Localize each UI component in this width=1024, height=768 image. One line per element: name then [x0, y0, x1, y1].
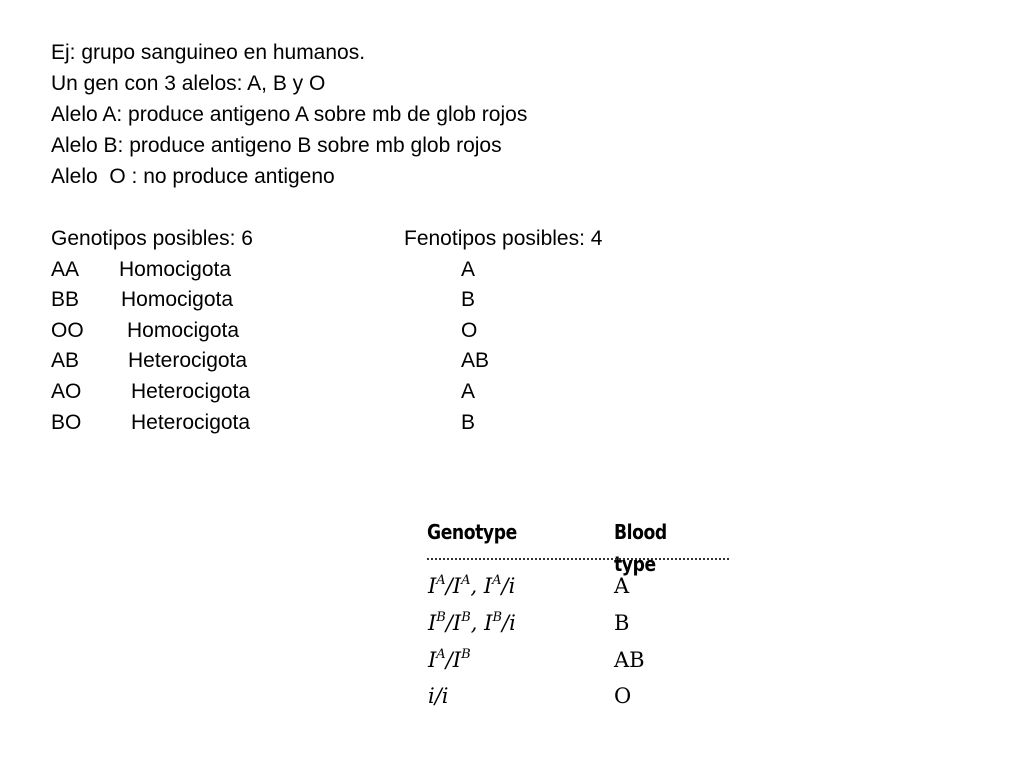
- table-header-blood-type: Blood type: [614, 520, 667, 576]
- genotype-code: AO: [51, 380, 82, 403]
- table-blood-type-cell: O: [614, 684, 632, 708]
- genotypes-header: Genotipos posibles: 6: [51, 227, 253, 250]
- table-genotype-cell: $I^B/I^B$, $I^B/i$: [428, 610, 516, 635]
- table-genotype-cell: $I^A/I^B$: [428, 647, 471, 672]
- genotype-code: AA: [51, 258, 80, 281]
- genotype-zygosity: Homocigota: [121, 288, 234, 311]
- phenotype-value: A: [461, 380, 476, 403]
- genotype-code: OO: [51, 319, 84, 342]
- table-blood-type-cell: AB: [614, 648, 645, 672]
- table-blood-type-cell: B: [614, 611, 630, 635]
- intro-line-2: Un gen con 3 alelos: A, B y O: [51, 72, 326, 95]
- intro-line-5: Alelo O : no produce antigeno: [51, 165, 335, 188]
- intro-line-1: Ej: grupo sanguineo en humanos.: [51, 41, 366, 64]
- phenotype-value: B: [461, 288, 476, 311]
- phenotype-value: B: [461, 411, 476, 434]
- phenotypes-header: Fenotipos posibles: 4: [404, 227, 603, 250]
- table-divider: [427, 558, 729, 560]
- blood-type-table: [424, 516, 730, 716]
- genotype-code: BO: [51, 411, 82, 434]
- table-blood-type-cell: A: [614, 574, 630, 598]
- genotype-code: BB: [51, 288, 80, 311]
- table-genotype-cell: i/i: [428, 684, 449, 708]
- phenotype-value: O: [461, 319, 478, 342]
- genotype-zygosity: Heterocigota: [128, 349, 248, 372]
- genotype-zygosity: Homocigota: [119, 258, 232, 281]
- table-header-genotype: Genotype: [427, 520, 517, 544]
- phenotype-value: AB: [461, 349, 490, 372]
- genotype-zygosity: Homocigota: [127, 319, 240, 342]
- intro-line-3: Alelo A: produce antigeno A sobre mb de glob rojos: [51, 103, 528, 126]
- genotype-zygosity: Heterocigota: [131, 380, 251, 403]
- genotype-zygosity: Heterocigota: [131, 411, 251, 434]
- phenotype-value: A: [461, 258, 476, 281]
- genotype-code: AB: [51, 349, 80, 372]
- table-genotype-cell: $I^A/I^A$, $I^A/i$: [428, 573, 516, 598]
- intro-line-4: Alelo B: produce antigeno B sobre mb glob rojos: [51, 134, 502, 157]
